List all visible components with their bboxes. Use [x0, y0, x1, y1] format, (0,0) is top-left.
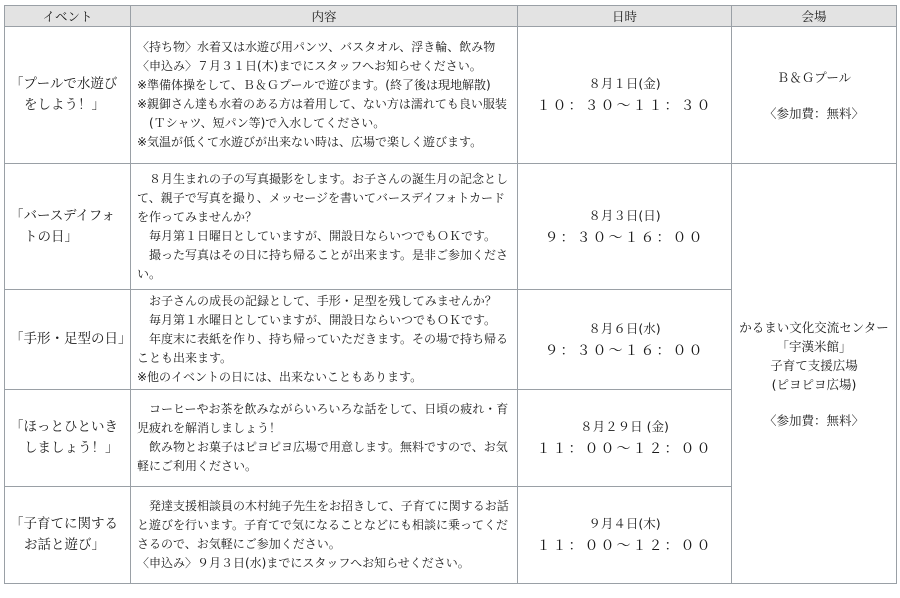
header-event: イベント: [5, 6, 131, 27]
event-title: [5, 290, 131, 390]
content-line: ※準備体操をして、Ｂ＆Ｇプールで遊びます。(終了後は現地解散): [137, 78, 491, 92]
event-time: １０：３０～１１：３０: [536, 98, 713, 114]
event-title-line: 「子育てに関する: [10, 516, 118, 532]
event-title: [5, 27, 131, 164]
event-time: １１：００～１２：００: [536, 538, 713, 554]
event-content: [131, 27, 518, 164]
event-date: ８月２９日 (金): [580, 419, 669, 434]
content-line: 毎月第１水曜日としていますが、開設日ならいつでもＯＫです。: [149, 313, 497, 327]
event-content: [131, 487, 518, 584]
content-line: ※他のイベントの日には、出来ないこともあります。: [137, 370, 423, 384]
event-title-line: 「手形・足型の日」: [10, 331, 132, 347]
venue-name-line: 「宇漢米館」: [776, 338, 852, 354]
event-title-line: 「プールで水遊び: [10, 76, 118, 92]
content-line: お子さんの成長の記録として、手形・足型を残してみませんか？: [149, 294, 497, 308]
content-line: 撮った写真はその日に持ち帰ることが出来ます。是非ご参加ください。: [137, 247, 509, 281]
event-date: ８月１日(金): [588, 76, 661, 91]
header-content: 内容: [131, 6, 518, 27]
header-venue: 会場: [732, 6, 897, 27]
venue-center: [732, 164, 897, 584]
event-time: １１：００～１２：００: [536, 441, 713, 457]
event-date: ８月３日(日): [588, 207, 661, 223]
content-line: ※気温が低くて水遊びが出来ない時は、広場で楽しく遊びます。: [137, 135, 483, 149]
content-line: 年度末に表紙を作り、持ち帰っていただきます。その場で持ち帰ることも出来ます。: [137, 332, 509, 365]
event-schedule-table: [4, 5, 897, 584]
header-datetime: 日時: [518, 6, 732, 27]
venue-fee: 〈参加費：無料〉: [763, 105, 864, 121]
content-line: ※親御さん達も水着のある方は着用して、ない方は濡れても良い服装(Ｔシャツ、短パン等)で入水してください。: [137, 97, 507, 130]
venue-name-line: かるまい文化交流センター: [739, 319, 889, 335]
venue-name: Ｂ＆Ｇプール: [776, 69, 852, 85]
content-line: 飲み物とお菓子はピヨピヨ広場で用意します。無料ですので、お気軽にご利用ください。: [137, 440, 508, 473]
event-title-line: お話と遊び」: [24, 537, 105, 553]
event-date: ８月６日(水): [588, 320, 661, 336]
event-time: ９：３０～１６：００: [544, 342, 705, 359]
content-line: 発達支援相談員の木村純子先生をお招きして、子育てに関するお話と遊びを行います。子育てで気になることなどにも相談に乗ってくださるので、お気軽にご参加ください。: [137, 499, 509, 551]
event-title-line: しましょう！」: [24, 440, 119, 456]
content-line: 〈申込み〉９月３日(水)までにスタッフへお知らせください。: [137, 556, 470, 570]
event-date: ９月４日(木): [588, 516, 661, 531]
event-title-line: 「バースデイフォ: [10, 207, 116, 224]
content-line: ８月生まれの子の写真撮影をします。お子さんの誕生月の記念として、親子で写真を撮り、メッセージを書いてバースデイフォトカードを作ってみませんか？: [137, 171, 509, 224]
event-time: ９：３０～１６：００: [544, 229, 705, 246]
event-datetime: [518, 290, 732, 390]
event-title: [5, 487, 131, 584]
event-datetime: [518, 487, 732, 584]
event-title-line: トの日」: [24, 228, 78, 245]
event-content: [131, 290, 518, 390]
venue-name-line: 子育て支援広場: [770, 357, 858, 373]
venue-name-line: (ピヨピヨ広場): [771, 376, 857, 392]
content-line: 毎月第１日曜日としていますが、開設日ならいつでもＯＫです。: [149, 228, 497, 243]
event-title: [5, 164, 131, 290]
content-line: 〈申込み〉７月３１日(木)までにスタッフへお知らせください。: [137, 59, 482, 73]
venue-pool: [732, 27, 897, 164]
event-title: [5, 390, 131, 487]
event-datetime: [518, 27, 732, 164]
event-datetime: [518, 164, 732, 290]
venue-fee: 〈参加費：無料〉: [763, 412, 864, 428]
event-content: [131, 164, 518, 290]
table-row: [5, 27, 897, 164]
table-header-row: [5, 6, 897, 27]
content-line: 〈持ち物〉水着又は水遊び用パンツ、バスタオル、浮き輪、飲み物: [137, 40, 496, 54]
content-line: コーヒーやお茶を飲みながらいろいろな話をして、日頃の疲れ・育児疲れを解消しましょう！: [137, 402, 509, 435]
event-title-line: をしよう！」: [24, 97, 105, 113]
event-content: [131, 390, 518, 487]
event-datetime: [518, 390, 732, 487]
table-row: [5, 164, 897, 290]
event-title-line: 「ほっとひといき: [10, 419, 118, 435]
